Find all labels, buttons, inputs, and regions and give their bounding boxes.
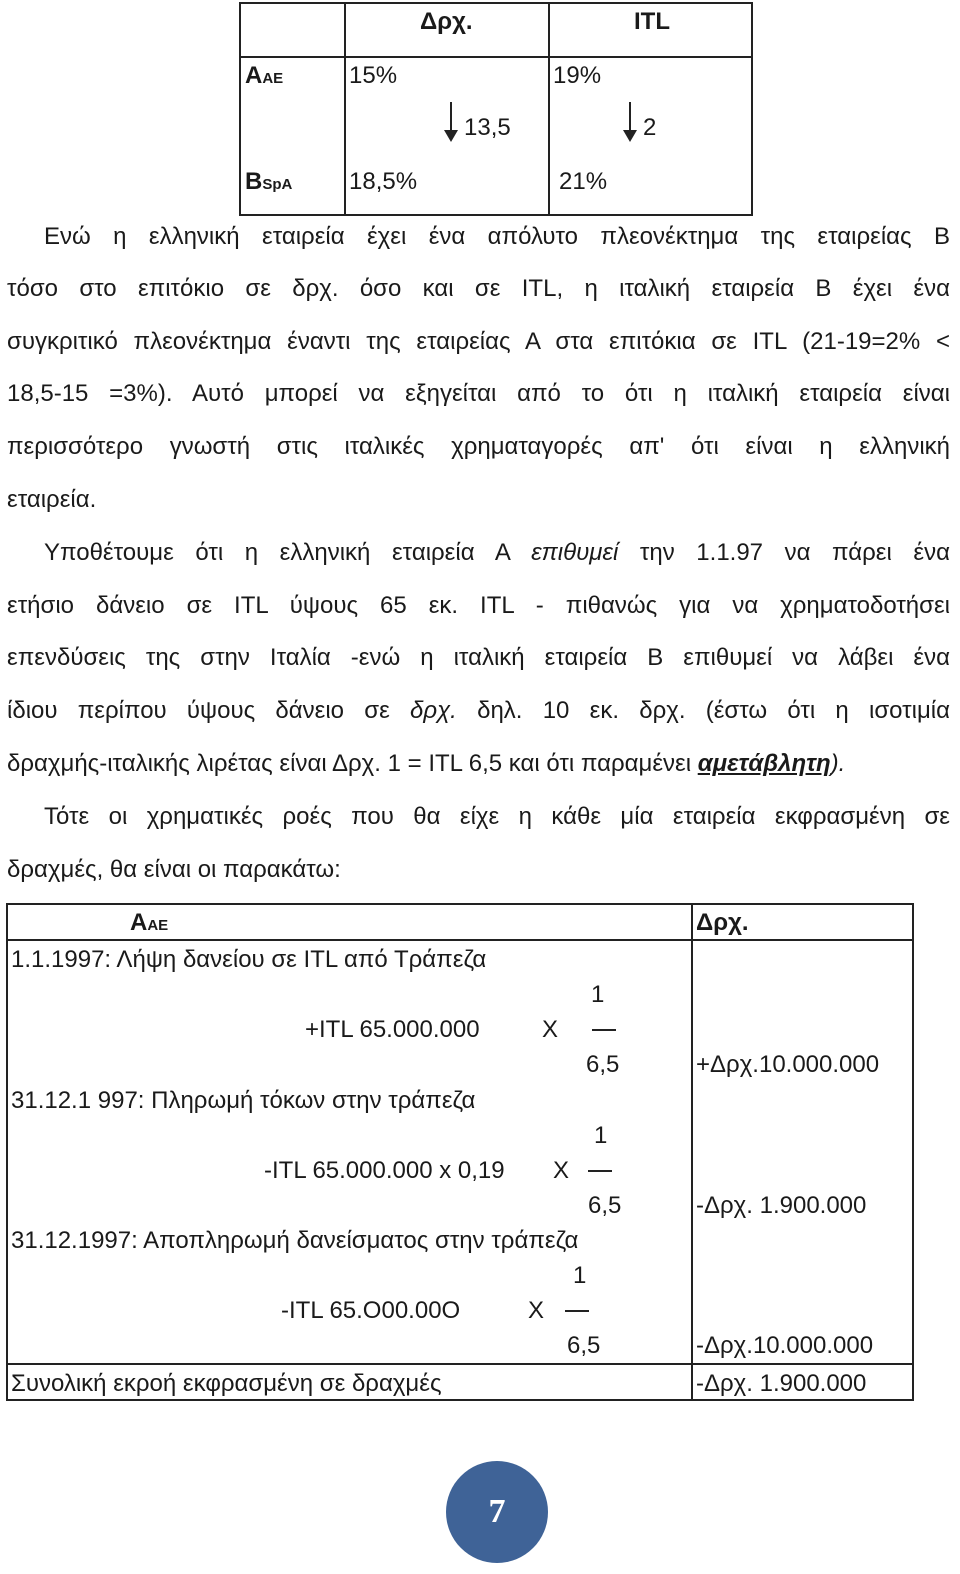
italic-text: ).: [830, 750, 846, 777]
paragraph-line: Τότε οι χρηματικές ροές που θα είχε η κάθε μία εταιρεία εκφρασμένη σε: [44, 803, 950, 830]
paragraph-line: συγκριτικό πλεονέκτημα έναντι της εταιρείας Α στα επιτόκια σε ITL (21-19=2% <: [7, 328, 950, 355]
fraction-bar: [592, 1029, 616, 1031]
paragraph-line: επενδύσεις της στην Ιταλία -ενώ η ιταλική εταιρεία Β επιθυμεί να λάβει ένα: [7, 644, 950, 671]
text-run: ίδιου περίπου ύψους δάνειο σε: [7, 697, 410, 724]
paragraph-line: δραχμές, θα είναι οι παρακάτω:: [7, 856, 341, 883]
entry-value: -Δρχ.10.000.000: [696, 1332, 874, 1359]
fraction-denominator: 6,5: [588, 1192, 622, 1219]
down-arrow-icon: [450, 102, 452, 132]
table-divider: [344, 4, 346, 214]
rate-a-itl: 19%: [553, 62, 602, 89]
paragraph-line: εταιρεία.: [7, 486, 97, 513]
fraction-numerator: 1: [573, 1262, 587, 1289]
text-run: δηλ. 10 εκ. δρχ. (έστω ότι η ισοτιμία: [456, 697, 950, 724]
company-letter: A: [130, 909, 148, 936]
column-header-drx: Δρχ.: [420, 8, 473, 35]
cash-flow-table: [6, 903, 914, 1401]
entry-title: 31.12.1 997: Πληρωμή τόκων στην τράπεζα: [11, 1087, 476, 1114]
entry-value: -Δρχ. 1.900.000: [696, 1192, 867, 1219]
cash-flow-currency-header: Δρχ.: [696, 909, 749, 936]
table-divider: [241, 56, 751, 58]
fraction-bar: [588, 1170, 612, 1172]
down-arrow-icon: [444, 130, 458, 142]
row-a-letter: A: [245, 62, 263, 89]
row-label-b: [245, 168, 292, 196]
total-label: Συνολική εκροή εκφρασμένη σε δραχμές: [11, 1370, 442, 1397]
entry-amount: +ITL 65.000.000: [305, 1016, 480, 1043]
rate-b-itl: 21%: [559, 168, 608, 195]
entry-amount: -ITL 65.Ο00.00Ο: [281, 1297, 461, 1324]
italic-text: επιθυμεί: [531, 539, 619, 566]
row-a-subscript: AE: [262, 70, 284, 87]
total-value: -Δρχ. 1.900.000: [696, 1370, 867, 1397]
page-number-badge: 7: [446, 1461, 548, 1563]
rate-diff-drx: 13,5: [464, 114, 511, 141]
row-label-a: [245, 62, 283, 90]
row-b-subscript: SpA: [262, 176, 293, 193]
row-b-letter: B: [245, 168, 263, 195]
interest-rate-table: [239, 2, 753, 216]
table-divider: [691, 905, 693, 1399]
multiply-sign: X: [542, 1016, 559, 1043]
entry-title: 1.1.1997: Λήψη δανείου σε ITL από Τράπεζα: [11, 946, 487, 973]
rate-diff-itl: 2: [643, 114, 657, 141]
fraction-denominator: 6,5: [567, 1332, 601, 1359]
multiply-sign: X: [553, 1157, 570, 1184]
paragraph-line: τόσο στο επιτόκιο σε δρχ. όσο και σε ITL, η ιταλική εταιρεία Β έχει ένα: [7, 275, 950, 302]
paragraph-line: ετήσιο δάνειο σε ITL ύψους 65 εκ. ITL - πιθανώς για να χρηματοδοτήσει: [7, 592, 950, 619]
fraction-numerator: 1: [591, 981, 605, 1008]
paragraph-line: [7, 749, 950, 779]
company-subscript: AE: [147, 917, 169, 934]
entry-value: +Δρχ.10.000.000: [696, 1051, 880, 1078]
rate-a-drx: 15%: [349, 62, 398, 89]
entry-title: 31.12.1997: Αποπληρωμή δανείσματος στην τράπεζα: [11, 1227, 579, 1254]
cash-flow-company-header: [130, 908, 168, 941]
bold-italic-text: αμετάβλητη: [697, 750, 831, 777]
table-divider: [548, 4, 550, 214]
down-arrow-icon: [623, 130, 637, 142]
multiply-sign: X: [528, 1297, 545, 1324]
fraction-numerator: 1: [594, 1122, 608, 1149]
paragraph-line: [7, 696, 950, 726]
fraction-bar: [565, 1310, 589, 1312]
paragraph-line: Ενώ η ελληνική εταιρεία έχει ένα απόλυτο πλεονέκτημα της εταιρείας Β: [44, 223, 950, 250]
text-run: Υποθέτουμε ότι η ελληνική εταιρεία Α: [44, 539, 532, 566]
table-divider: [8, 1363, 912, 1365]
paragraph-line: 18,5-15 =3%). Αυτό μπορεί να εξηγείται από το ότι η ιταλική εταιρεία είναι: [7, 380, 950, 407]
fraction-denominator: 6,5: [586, 1051, 620, 1078]
down-arrow-icon: [629, 102, 631, 132]
text-run: δραχμής-ιταλικής λιρέτας είναι Δρχ. 1 = ITL 6,5 και ότι παραμένει: [7, 750, 698, 777]
column-header-itl: ITL: [634, 8, 670, 35]
italic-text: δρχ.: [410, 697, 457, 724]
text-run: την 1.1.97 να πάρει ένα: [618, 539, 950, 566]
rate-b-drx: 18,5%: [349, 168, 418, 195]
entry-amount: -ITL 65.000.000 x 0,19: [264, 1157, 505, 1184]
paragraph-line: [44, 538, 950, 568]
paragraph-line: περισσότερο γνωστή στις ιταλικές χρηματαγορές απ' ότι είναι η ελληνική: [7, 433, 950, 460]
